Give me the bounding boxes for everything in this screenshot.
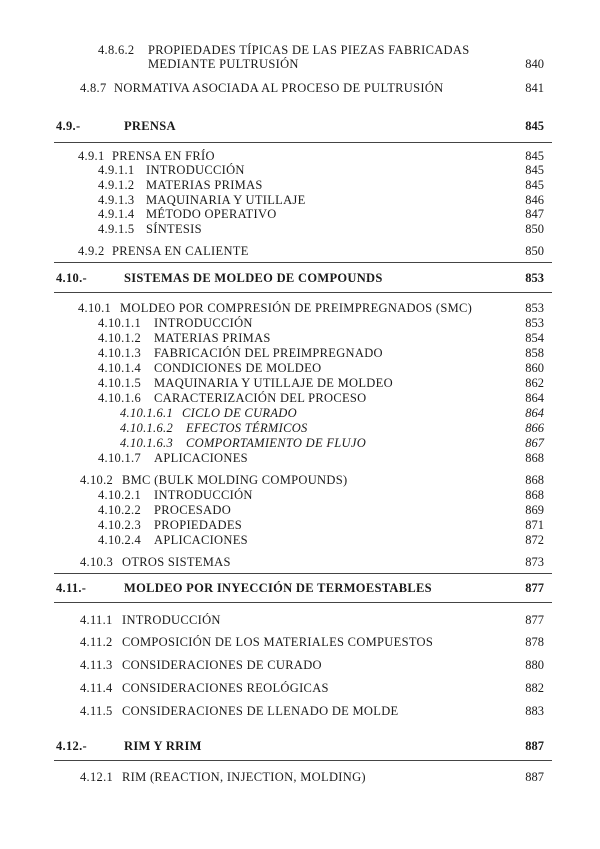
- toc-entry-title: MAQUINARIA Y UTILLAJE: [146, 193, 306, 207]
- toc-entry-title: MOLDEO POR COMPRESIÓN DE PREIMPREGNADOS (SMC): [120, 301, 473, 315]
- toc-entry-title: PRENSA EN CALIENTE: [112, 244, 249, 258]
- toc-entry-title: SÍNTESIS: [146, 222, 202, 236]
- toc-entry: [0, 345, 600, 361]
- toc-entry-page: 846: [525, 193, 544, 207]
- toc-entry-code: 4.10.1.3: [98, 346, 142, 360]
- section-divider: [54, 292, 552, 293]
- toc-entry-title: COMPORTAMIENTO DE FLUJO: [186, 436, 367, 450]
- toc-entry-title: OTROS SISTEMAS: [122, 555, 231, 569]
- toc-entry: [0, 162, 600, 178]
- toc-entry: [0, 487, 600, 503]
- toc-entry-code: 4.9.1.3: [98, 193, 135, 207]
- toc-entry-code: 4.10.1.6.1: [120, 406, 173, 420]
- toc-entry-code: 4.10.3: [80, 555, 114, 569]
- toc-entry: [0, 634, 600, 650]
- toc-entry-page: 853: [525, 316, 544, 330]
- toc-entry-code: 4.10.2.1: [98, 488, 142, 502]
- toc-entry-page: 867: [525, 436, 544, 450]
- toc-entry-page: 872: [525, 533, 544, 547]
- toc-entry-title: PROPIEDADES: [154, 518, 243, 532]
- toc-entry-page: 850: [525, 222, 544, 236]
- toc-entry-title: CONSIDERACIONES DE CURADO: [122, 658, 322, 672]
- toc-section-page: 853: [525, 271, 544, 285]
- toc-entry: [0, 502, 600, 518]
- toc-entry-code: 4.9.1.2: [98, 178, 135, 192]
- toc-entry-page: 868: [525, 473, 544, 487]
- section-divider: [54, 142, 552, 143]
- toc-section-code: 4.10.-: [56, 271, 87, 285]
- toc-entry: [0, 420, 600, 436]
- toc-entry-title: MATERIAS PRIMAS: [154, 331, 271, 345]
- toc-section-title: MOLDEO POR INYECCIÓN DE TERMOESTABLES: [124, 581, 432, 595]
- toc-entry: [0, 435, 600, 451]
- toc-entry-page: 858: [525, 346, 544, 360]
- toc-entry-page: 880: [525, 658, 544, 672]
- toc-entry-code: 4.11.1: [80, 613, 113, 627]
- toc-entry-code: 4.11.4: [80, 681, 113, 695]
- toc-entry-code: 4.10.1.6.3: [120, 436, 173, 450]
- toc-section: [0, 270, 600, 286]
- toc-entry-code: 4.10.1.1: [98, 316, 142, 330]
- toc-entry-page: 864: [525, 406, 544, 420]
- toc-entry-page: 878: [525, 635, 544, 649]
- section-divider: [54, 262, 552, 263]
- toc-section-title: RIM Y RRIM: [124, 739, 202, 753]
- toc-entry-code: 4.9.1: [78, 149, 105, 163]
- toc-entry: [0, 472, 600, 488]
- toc-entry-page: 854: [525, 331, 544, 345]
- toc-entry-title: CONSIDERACIONES REOLÓGICAS: [122, 681, 329, 695]
- toc-entry-code: 4.10.2: [80, 473, 114, 487]
- toc-entry-title: PROCESADO: [154, 503, 232, 517]
- toc-entry-code: 4.10.1.5: [98, 376, 142, 390]
- toc-entry-code: 4.12.1: [80, 770, 114, 784]
- toc-entry-title: INTRODUCCIÓN: [154, 316, 253, 330]
- toc-entry-code: 4.11.3: [80, 658, 113, 672]
- toc-entry-title: CARACTERIZACIÓN DEL PROCESO: [154, 391, 367, 405]
- toc-entry-page: 868: [525, 488, 544, 502]
- toc-entry-title: BMC (BULK MOLDING COMPOUNDS): [122, 473, 348, 487]
- toc-entry-page: 883: [525, 704, 544, 718]
- toc-entry-page: 882: [525, 681, 544, 695]
- toc-entry-title: INTRODUCCIÓN: [154, 488, 253, 502]
- toc-entry-page: 845: [525, 178, 544, 192]
- toc-entry: [0, 450, 600, 466]
- toc-entry-code: 4.10.1.6.2: [120, 421, 173, 435]
- toc-entry-code: 4.9.1.4: [98, 207, 135, 221]
- toc-entry: [0, 680, 600, 696]
- toc-entry: [0, 769, 600, 785]
- toc-entry-title: MATERIAS PRIMAS: [146, 178, 263, 192]
- toc-entry-page: 847: [525, 207, 544, 221]
- toc-entry-page: 841: [525, 81, 544, 95]
- toc-entry: [0, 80, 600, 96]
- toc-entry-title: RIM (REACTION, INJECTION, MOLDING): [122, 770, 366, 784]
- toc-entry-page: 860: [525, 361, 544, 375]
- toc-entry-code: 4.10.1.2: [98, 331, 142, 345]
- toc-entry: [0, 612, 600, 628]
- toc-entry-title: COMPOSICIÓN DE LOS MATERIALES COMPUESTOS: [122, 635, 434, 649]
- toc-entry-code: 4.10.2.3: [98, 518, 142, 532]
- toc-entry-title: CONDICIONES DE MOLDEO: [154, 361, 322, 375]
- toc-section-page: 887: [525, 739, 544, 753]
- toc-section: [0, 738, 600, 754]
- toc-entry-title: CONSIDERACIONES DE LLENADO DE MOLDE: [122, 704, 399, 718]
- toc-entry-code: 4.10.1: [78, 301, 112, 315]
- section-divider: [54, 573, 552, 574]
- toc-entry-title: PRENSA EN FRÍO: [112, 149, 215, 163]
- toc-entry-page: 868: [525, 451, 544, 465]
- toc-entry-code: 4.10.2.2: [98, 503, 142, 517]
- toc-entry-page: 845: [525, 163, 544, 177]
- toc-entry-title: CICLO DE CURADO: [182, 406, 297, 420]
- toc-section-title: SISTEMAS DE MOLDEO DE COMPOUNDS: [124, 271, 383, 285]
- toc-entry-page: 866: [525, 421, 544, 435]
- toc-entry-code: 4.9.2: [78, 244, 105, 258]
- toc-section-code: 4.11.-: [56, 581, 87, 595]
- toc-section-title: PRENSA: [124, 119, 176, 133]
- toc-entry: [0, 300, 600, 316]
- toc-entry-title: NORMATIVA ASOCIADA AL PROCESO DE PULTRUSIÓN: [114, 81, 444, 95]
- toc-entry-title: FABRICACIÓN DEL PREIMPREGNADO: [154, 346, 383, 360]
- toc-entry: [0, 221, 600, 237]
- toc-entry-title: APLICACIONES: [154, 533, 248, 547]
- toc-entry-code: 4.9.1.1: [98, 163, 135, 177]
- section-divider: [54, 602, 552, 603]
- toc-entry: [0, 532, 600, 548]
- toc-entry-code: 4.10.1.7: [98, 451, 142, 465]
- toc-entry: [0, 517, 600, 533]
- toc-entry-title: INTRODUCCIÓN: [122, 613, 221, 627]
- toc-entry-page: 840: [525, 57, 544, 71]
- toc-entry-title: APLICACIONES: [154, 451, 248, 465]
- toc-entry-page: 845: [525, 149, 544, 163]
- toc-entry-page: 850: [525, 244, 544, 258]
- toc-entry-title: MAQUINARIA Y UTILLAJE DE MOLDEO: [154, 376, 393, 390]
- toc-section: [0, 580, 600, 596]
- toc-entry: [0, 206, 600, 222]
- toc-entry-title: INTRODUCCIÓN: [146, 163, 245, 177]
- toc-entry-page: 853: [525, 301, 544, 315]
- toc-section-page: 845: [525, 119, 544, 133]
- toc-entry: [0, 405, 600, 421]
- toc-entry-code: 4.10.1.6: [98, 391, 142, 405]
- toc-entry-title: MEDIANTE PULTRUSIÓN: [148, 57, 299, 71]
- toc-section: [0, 118, 600, 134]
- section-divider: [54, 760, 552, 761]
- toc-entry: [0, 177, 600, 193]
- toc-entry-page: 869: [525, 503, 544, 517]
- toc-section-page: 877: [525, 581, 544, 595]
- toc-entry-page: 877: [525, 613, 544, 627]
- toc-entry: [0, 375, 600, 391]
- toc-entry-code: 4.10.1.4: [98, 361, 142, 375]
- toc-entry: [0, 243, 600, 259]
- toc-entry-title: EFECTOS TÉRMICOS: [186, 421, 308, 435]
- toc-entry-page: 887: [525, 770, 544, 784]
- toc-entry-code: 4.11.5: [80, 704, 113, 718]
- toc-entry: [0, 657, 600, 673]
- toc-entry-page: 864: [525, 391, 544, 405]
- toc-entry: [0, 703, 600, 719]
- toc-entry: [0, 554, 600, 570]
- toc-entry-page: 871: [525, 518, 544, 532]
- toc-entry-code: 4.9.1.5: [98, 222, 135, 236]
- toc-entry-code: 4.8.6.2: [98, 43, 135, 57]
- toc-section-code: 4.9.-: [56, 119, 81, 133]
- toc-entry-code: 4.11.2: [80, 635, 113, 649]
- toc-entry: [0, 315, 600, 331]
- toc-entry: [0, 360, 600, 376]
- toc-entry: [0, 56, 600, 72]
- toc-entry-page: 873: [525, 555, 544, 569]
- toc-section-code: 4.12.-: [56, 739, 87, 753]
- toc-entry: [0, 330, 600, 346]
- toc-entry-code: 4.8.7: [80, 81, 107, 95]
- toc-entry-page: 862: [525, 376, 544, 390]
- toc-entry-title: PROPIEDADES TÍPICAS DE LAS PIEZAS FABRICADAS: [148, 43, 470, 57]
- toc-entry-title: MÉTODO OPERATIVO: [146, 207, 277, 221]
- toc-entry-code: 4.10.2.4: [98, 533, 142, 547]
- toc-entry: [0, 390, 600, 406]
